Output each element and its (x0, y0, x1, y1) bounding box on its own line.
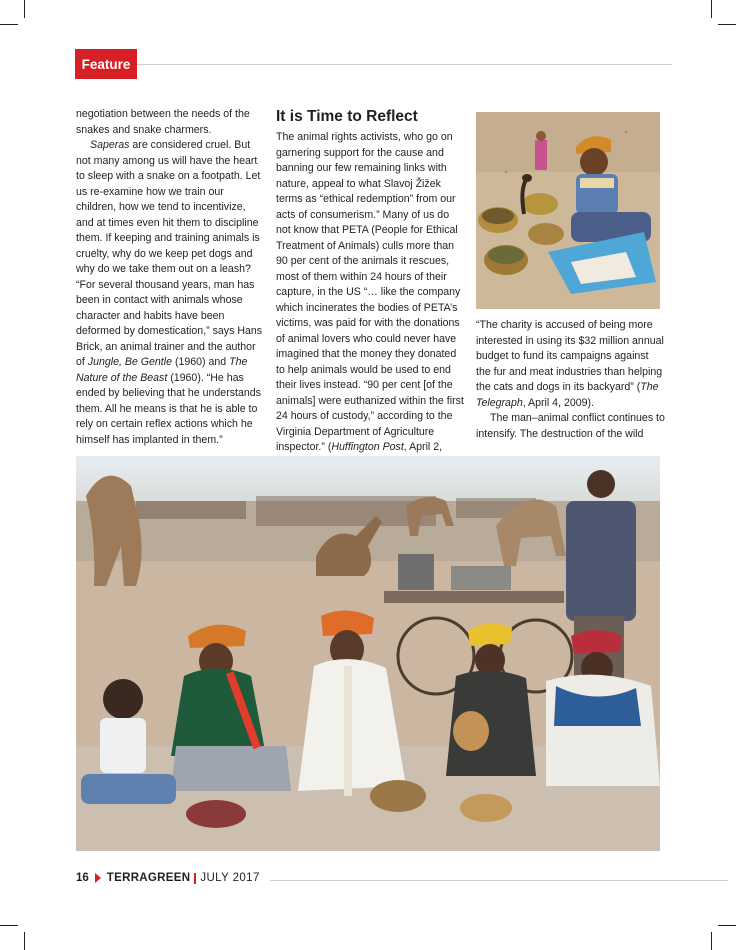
column-2 (276, 107, 464, 471)
crop-mark (0, 24, 18, 25)
arrow-icon (95, 873, 101, 883)
column-3 (476, 318, 666, 442)
separator (194, 873, 196, 884)
crop-mark (24, 932, 25, 950)
page-number: 16 (76, 872, 89, 884)
issue-date: JULY 2017 (200, 872, 260, 884)
paragraph: Saperas are considered cruel. But not many among us will have the heart to sleep with a snake on a footpath. Let us re-examine how we train our children, how we tend to incentivize, and at times even hit them to discipline them. If keeping and training animals is cruelty, why do we keep pet dogs and why do we take them out on a leash? “For several thousand years, man has been in contact with animals whose character and habits have been deformed by domestication,” says Hans Brick, an animal trainer and the author of Jungle, Be Gentle (1960) and The Nature of the Beast (1960). “He has ended by believing that he understands them. All he means is that he is able to rely on certain reflex actions which he himself has implanted in them.” (76, 139, 263, 446)
crop-mark (718, 24, 736, 25)
page-footer (76, 872, 260, 884)
snake-charmers-group-photo (76, 456, 660, 851)
crop-mark (24, 0, 25, 18)
crop-mark (718, 925, 736, 926)
footer-rule (270, 880, 728, 881)
magazine-name: TERRAGREEN (106, 872, 191, 884)
paragraph: The animal rights activists, who go on garnering support for the cause and banning our few remaining links with nature, appeal to what Slavoj Žižek terms as “ethical redemption” from our acts of consumerism.” Many of us do not know that PETA (People for Ethical Treatment of Animals) culls more than 90 per cent of the animals it rescues, most of them within 24 hours of their capture, in the US “… like the company which incinerates the bodies of PETA’s victims, was paid for with the donations of animal lovers who could never have imagined that the money they donated to help animals would be used to end their lives instead. “90 per cent [of the animals] were euthanized within the first 24 hours of custody,” according to the Virginia Department of Agriculture inspector.” (Huffington Post, April 2, (276, 131, 464, 453)
crop-mark (711, 0, 712, 18)
paragraph: “The charity is accused of being more interested in using its $32 million annual budget to fund its campaigns against the fur and meat industries than helping the cats and dogs in its backyard” (The Telegraph, April 4, 2009). (476, 319, 664, 409)
crop-mark (711, 932, 712, 950)
paragraph: negotiation between the needs of the snakes and snake charmers. (76, 108, 250, 136)
paragraph: The man–animal conflict continues to intensify. The destruction of the wild (476, 412, 665, 440)
section-heading: It is Time to Reflect (276, 108, 418, 125)
column-1 (76, 107, 264, 448)
crop-mark (0, 925, 18, 926)
header-rule (137, 64, 672, 65)
snake-charmer-photo (476, 112, 660, 309)
section-tag: Feature (75, 49, 137, 79)
